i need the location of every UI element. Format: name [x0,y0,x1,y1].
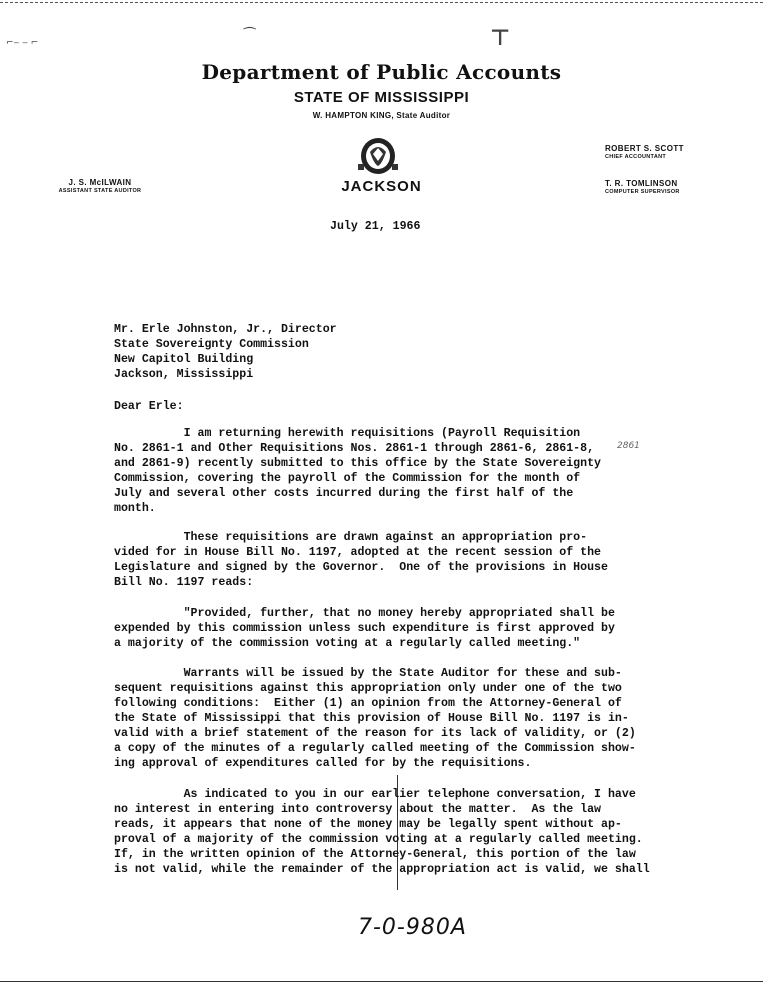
officer-title: CHIEF ACCOUNTANT [605,154,667,160]
paragraph-3-line: following conditions: Either (1) an opinion from the Attorney-General of [114,697,622,710]
paragraph-1-line: July and several other costs incurred during the first half of the [114,487,574,500]
punch-hole-mark: ⊤ [490,26,511,51]
paragraph-1-line: month. [114,502,156,515]
address-line: New Capitol Building [114,353,254,366]
quote-line: "Provided, further, that no money hereby appropriated shall be [114,607,615,620]
scan-artifact-mark: ⁀ [244,28,256,44]
paragraph-4-line: As indicated to you in our earlier telephone conversation, I have [114,788,636,801]
address-line: Mr. Erle Johnston, Jr., Director [114,323,337,336]
quote-line: expended by this commission unless such expenditure is first approved by [114,622,615,635]
top-edge-dashed-line [0,2,763,3]
paragraph-2-line: Legislature and signed by the Governor. One of the provisions in House [114,561,608,574]
paragraph-2-line: These requisitions are drawn against an appropriation pro- [114,531,588,544]
paragraph-2-line: vided for in House Bill No. 1197, adopted at the recent session of the [114,546,602,559]
city-name: JACKSON [341,178,422,195]
paragraph-3-line: ing approval of expenditures called for by the requisitions. [114,757,532,770]
state-seal-icon [354,134,402,178]
paragraph-1-line: Commission, covering the payroll of the Commission for the month of [114,472,581,485]
paragraph-1-line: I am returning herewith requisitions (Payroll Requisition [114,427,581,440]
letter-date: July 21, 1966 [330,220,421,233]
paragraph-4-line: no interest in entering into controversy about the matter. As the law [114,803,602,816]
officer-title: ASSISTANT STATE AUDITOR [58,188,142,194]
paragraph-4-line: If, in the written opinion of the Attorney-General, this portion of the law [114,848,636,861]
state-name: STATE OF MISSISSIPPI [293,89,470,106]
officer-chief-accountant [605,144,684,160]
paragraph-4-line: reads, it appears that none of the money may be legally spent without ap- [114,818,622,831]
paragraph-4-line: is not valid, while the remainder of the appropriation act is valid, we shall [114,863,650,876]
state-auditor-line: W. HAMPTON KING, State Auditor [312,111,451,120]
paragraph-1-line: and 2861-9) recently submitted to this office by the State Sovereignty [114,457,602,470]
address-line: Jackson, Mississippi [114,368,254,381]
officer-name: T. R. TOMLINSON [605,179,678,188]
paragraph-2-line: Bill No. 1197 reads: [114,576,254,589]
salutation: Dear Erle: [114,400,184,413]
paragraph-3-line: valid with a brief statement of the reason for its lack of validity, or (2) [114,727,636,740]
paragraph-4-line: proval of a majority of the commission voting at a regularly called meeting. [114,833,643,846]
officer-assistant-auditor [36,178,164,194]
paragraph-3-line: Warrants will be issued by the State Auditor for these and sub- [114,667,622,680]
paragraph-3-line: a copy of the minutes of a regularly called meeting of the Commission show- [114,742,636,755]
officer-computer-supervisor [605,179,680,195]
pencil-note: 2861 [617,441,640,451]
bottom-edge-line [0,981,763,982]
officer-title: COMPUTER SUPERVISOR [605,189,680,195]
department-name: Department of Public Accounts [201,60,562,84]
scan-artifact-mark: ⌐‒ ‒ ⌐ [6,38,39,48]
officer-name: ROBERT S. SCOTT [605,144,684,153]
officer-name: J. S. McILWAIN [68,178,132,187]
paragraph-3-line: the State of Mississippi that this provision of House Bill No. 1197 is in- [114,712,629,725]
paragraph-3-line: sequent requisitions against this appropriation only under one of the two [114,682,622,695]
quote-line: a majority of the commission voting at a regularly called meeting." [114,637,581,650]
paragraph-1-line: No. 2861-1 and Other Requisitions Nos. 2861-1 through 2861-6, 2861-8, [114,442,595,455]
handwritten-file-number: 7-0-980A [358,915,467,940]
address-line: State Sovereignty Commission [114,338,309,351]
